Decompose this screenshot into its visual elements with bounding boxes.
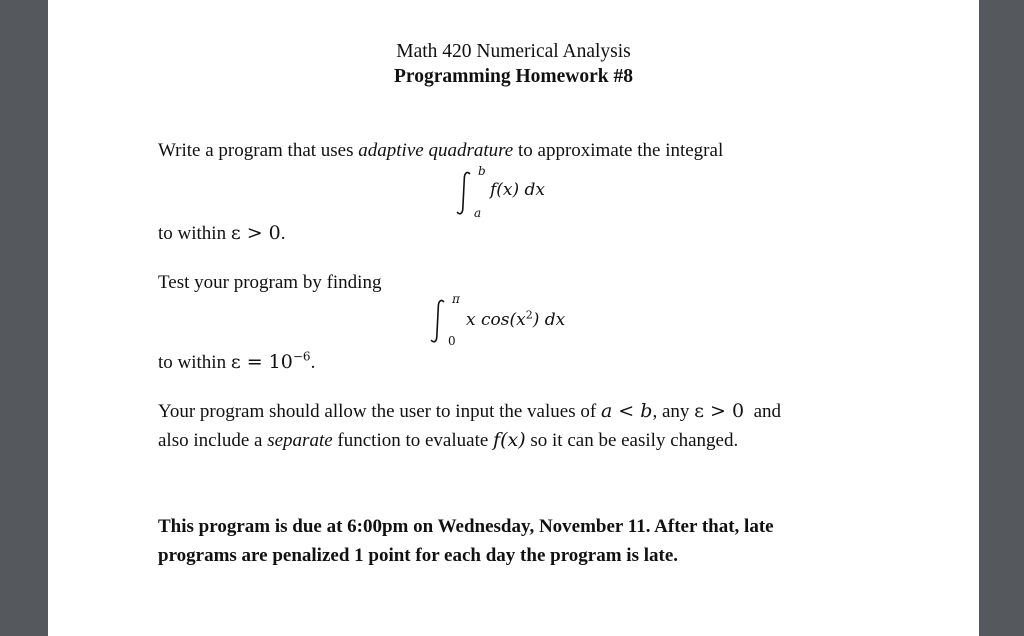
assignment-title: Programming Homework #8 bbox=[393, 66, 634, 87]
requirements-text: also include a bbox=[158, 430, 268, 451]
tolerance-line-1 bbox=[158, 219, 286, 248]
tolerance-math: ε > 0 bbox=[230, 222, 281, 244]
integral-general bbox=[454, 164, 594, 220]
tolerance-text: to within bbox=[158, 352, 231, 373]
integral-test bbox=[428, 292, 648, 348]
tolerance-end: . bbox=[280, 223, 286, 244]
requirements-text: function to evaluate bbox=[332, 430, 494, 451]
tolerance-end: . bbox=[310, 352, 316, 373]
integral-lower-limit: a bbox=[474, 206, 482, 220]
requirements-line-2 bbox=[158, 426, 738, 455]
intro-text: Write a program that uses bbox=[158, 140, 359, 161]
tolerance-line-2 bbox=[158, 348, 315, 377]
requirements-text: so it can be easily changed. bbox=[525, 430, 739, 451]
integral-upper-limit: π bbox=[452, 292, 460, 306]
tolerance-exponent: −6 bbox=[292, 349, 311, 364]
integrand: f(x) dx bbox=[490, 180, 546, 200]
due-line-1: This program is due at 6:00pm on Wednesday, November 11. After that, late bbox=[158, 516, 774, 537]
requirements-text: and bbox=[744, 401, 781, 422]
document-page bbox=[48, 0, 979, 636]
integral-upper-limit: b bbox=[478, 164, 486, 178]
requirements-math: a < b bbox=[600, 400, 653, 422]
due-line-2: programs are penalized 1 point for each day the program is late. bbox=[158, 545, 679, 566]
requirements-line-1 bbox=[158, 397, 781, 426]
integrand: x $\cos(x^2)$ dx bbox=[466, 308, 566, 330]
tolerance-math: ε = 10 bbox=[230, 351, 293, 373]
tolerance-text: to within bbox=[158, 223, 231, 244]
requirements-math: f(x) bbox=[493, 429, 526, 451]
integral-lower-limit: 0 bbox=[448, 334, 456, 348]
requirements-math: ε > 0 bbox=[694, 400, 745, 422]
integral-sign-icon bbox=[454, 170, 474, 216]
requirements-emphasis: separate bbox=[267, 430, 333, 451]
course-title: Math 420 Numerical Analysis bbox=[396, 41, 631, 62]
test-paragraph: Test your program by finding bbox=[158, 272, 382, 293]
integral-sign-icon bbox=[428, 298, 448, 344]
requirements-text: Your program should allow the user to input the values of bbox=[158, 401, 601, 422]
intro-text-end: to approximate the integral bbox=[513, 140, 724, 161]
requirements-text: , any bbox=[652, 401, 695, 422]
intro-paragraph bbox=[158, 136, 723, 165]
intro-emphasis: adaptive quadrature bbox=[358, 140, 514, 161]
